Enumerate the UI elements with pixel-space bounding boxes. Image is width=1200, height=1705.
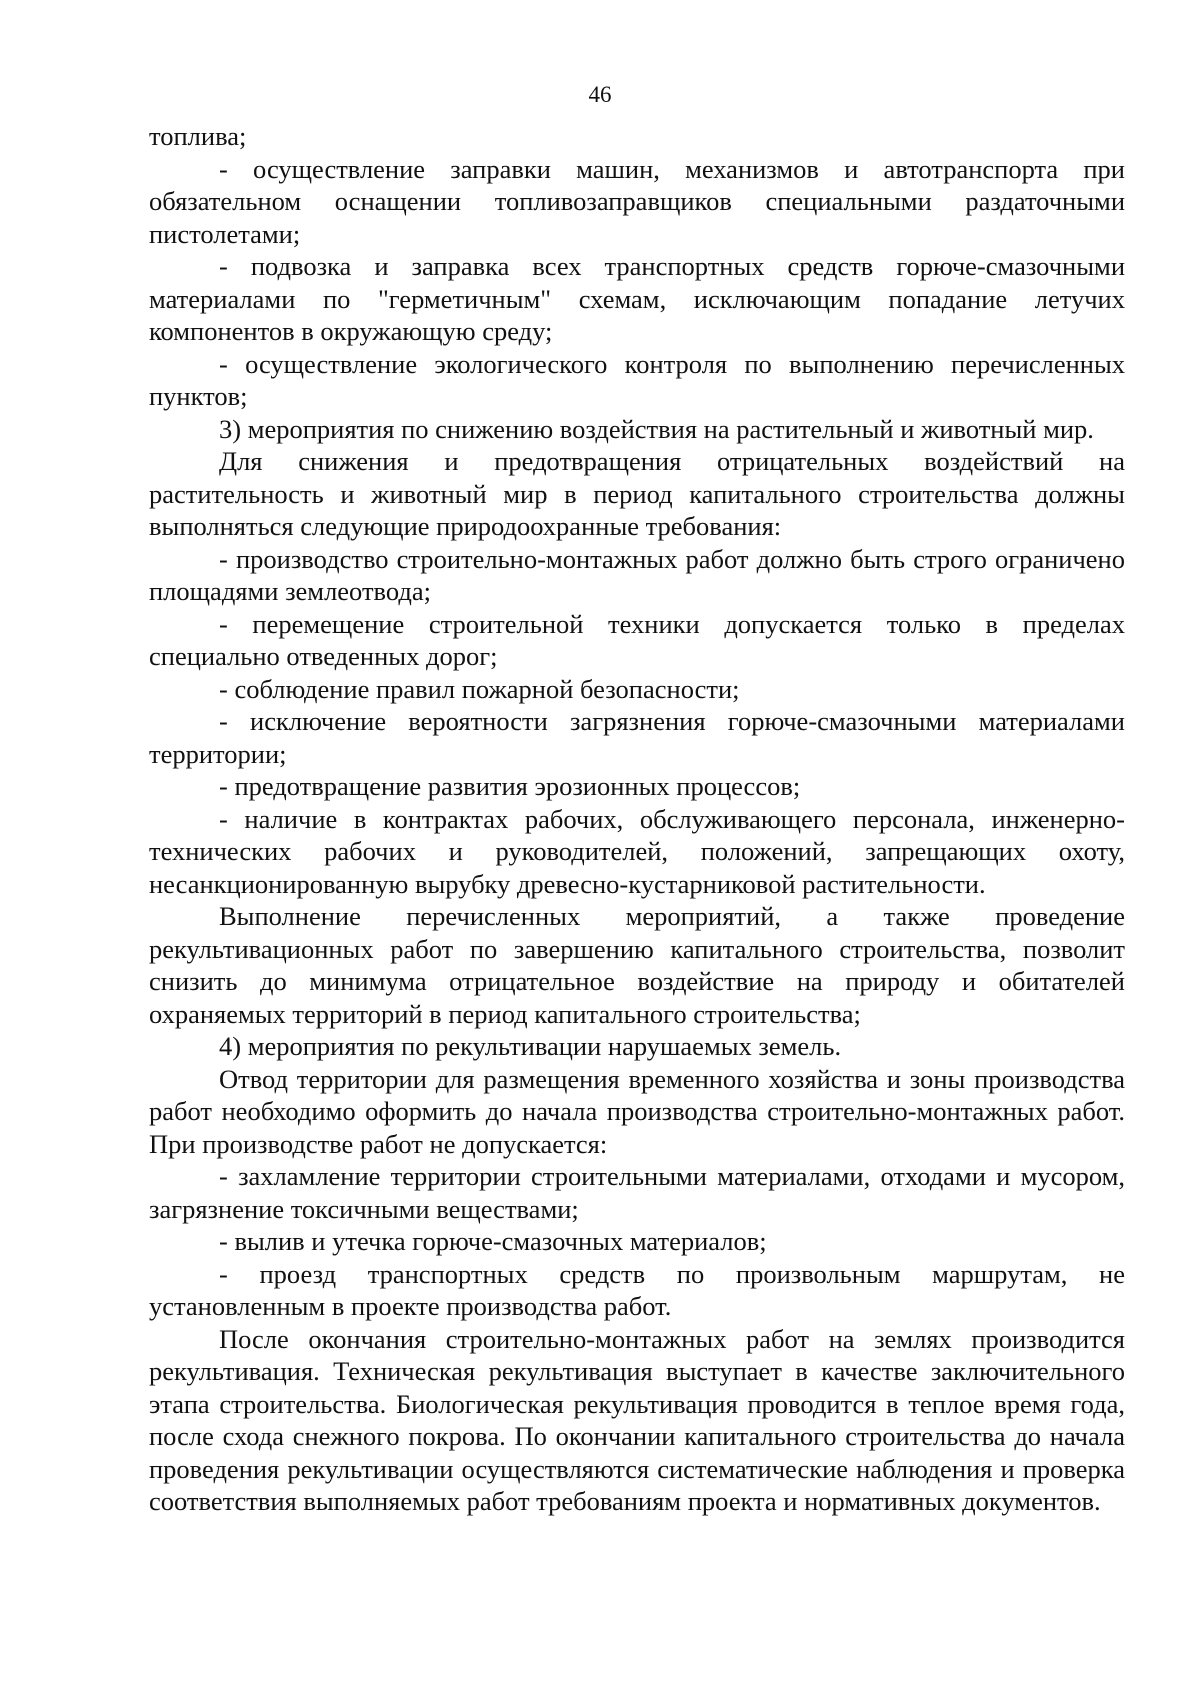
- document-body: [149, 120, 1125, 1518]
- paragraph-1: - осуществление заправки машин, механизмов и автотранспорта при обязательном оснащении топливозаправщиков специальными раздаточными пистолетами;: [149, 153, 1125, 249]
- paragraph-14: Отвод территории для размещения временного хозяйства и зоны производства работ необходимо оформить до начала производства строительно-монтажных работ. При производстве работ не допускается:: [149, 1063, 1125, 1159]
- paragraph-10: - предотвращение развития эрозионных процессов;: [219, 771, 801, 801]
- paragraph-2: - подвозка и заправка всех транспортных средств горюче-смазочными материалами по "герметичным" схемам, исключающим попадание летучих компонентов в окружающую среду;: [149, 251, 1125, 346]
- paragraph-6: - производство строительно-монтажных работ должно быть строго ограничено площадями землеотвода;: [149, 543, 1125, 606]
- paragraph-3: - осуществление экологического контроля по выполнению перечисленных пунктов;: [149, 348, 1125, 411]
- paragraph-8: - соблюдение правил пожарной безопасности;: [219, 673, 740, 704]
- paragraph-16: - вылив и утечка горюче-смазочных материалов;: [219, 1226, 767, 1256]
- paragraph-18: После окончания строительно-монтажных работ на землях производится рекультивация. Техническая рекультивация выступает в качестве заключительного этапа строительства. Биологическая рекультивация проводится в теплое время года, после схода снежного покрова. По окончании капитального строительства до начала проведения рекультивации осуществляются систематические наблюдения и проверка соответствия выполняемых работ требованиям проекта и нормативных документов.: [149, 1323, 1125, 1516]
- paragraph-9: - исключение вероятности загрязнения горюче-смазочными материалами территории;: [149, 706, 1125, 769]
- paragraph-4: 3) мероприятия по снижению воздействия на растительный и животный мир.: [219, 413, 1094, 444]
- paragraph-17: - проезд транспортных средств по произвольным маршрутам, не установленным в проекте производства работ.: [149, 1258, 1125, 1321]
- paragraph-12: Выполнение перечисленных мероприятий, а также проведение рекультивационных работ по завершению капитального строительства, позволит снизить до минимума отрицательное воздействие на природу и обитателей охраняемых территорий в период капитального строительства;: [149, 901, 1125, 1029]
- paragraph-13: 4) мероприятия по рекультивации нарушаемых земель.: [219, 1031, 842, 1061]
- paragraph-5: Для снижения и предотвращения отрицательных воздействий на растительность и животный мир в период капитального строительства должны выполняться следующие природоохранные требования:: [149, 446, 1125, 541]
- page-number: 46: [588, 82, 612, 107]
- paragraph-15: - захламление территории строительными материалами, отходами и мусором, загрязнение токсичными веществами;: [149, 1161, 1125, 1224]
- paragraph-7: - перемещение строительной техники допускается только в пределах специально отведенных дорог;: [149, 608, 1125, 671]
- paragraph-11: - наличие в контрактах рабочих, обслуживающего персонала, инженерно-технических рабочих и руководителей, положений, запрещающих охоту, несанкционированную вырубку древесно-кустарниковой растительности.: [149, 803, 1125, 899]
- paragraph-0: топлива;: [149, 121, 247, 151]
